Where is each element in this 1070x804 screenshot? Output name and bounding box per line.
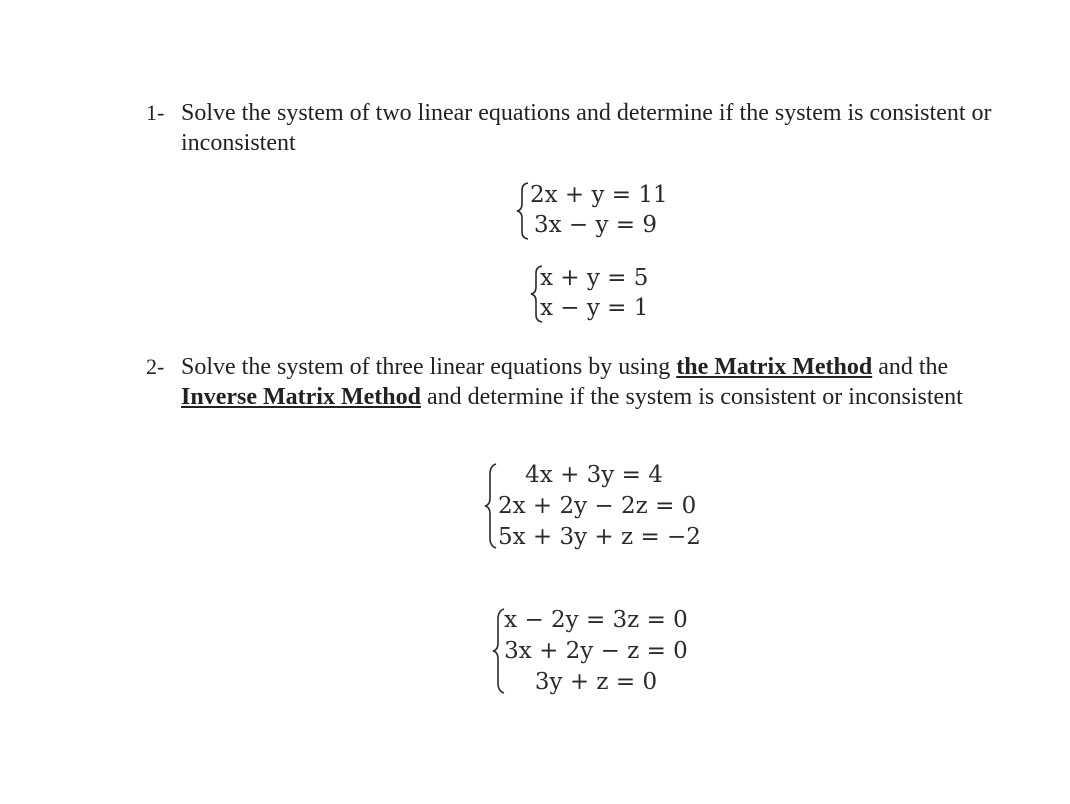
matrix-method-emphasis: the Matrix Method	[676, 354, 873, 380]
equation: 3x + 2y − z = 0	[504, 638, 688, 664]
problem-2-text-part: and the	[872, 354, 949, 380]
problem-2-text-part: Solve the system of three linear equations by using	[181, 354, 677, 380]
problem-2-text	[181, 352, 1026, 412]
equation: 5x + 3y + z = −2	[498, 524, 701, 550]
problem-2-text-part: and determine if the system is consistent or inconsistent	[420, 384, 963, 410]
left-brace-icon	[516, 180, 530, 242]
problem-2-number: 2-	[146, 354, 165, 379]
problem-2	[146, 352, 1026, 412]
equation: 3y + z = 0	[534, 669, 658, 695]
inverse-matrix-method-emphasis: Inverse Matrix Method	[181, 384, 421, 410]
system-1a	[516, 180, 676, 242]
equation: 4x + 3y = 4	[525, 462, 663, 488]
equation: 2x + y = 11	[530, 182, 668, 208]
system-2b	[492, 605, 702, 697]
system-2a	[484, 460, 704, 552]
problem-1-number: 1-	[146, 100, 165, 125]
problem-1-text: Solve the system of two linear equations and determine if the system is consistent or inconsistent	[181, 100, 992, 156]
equation: x + y = 5	[540, 265, 649, 291]
equation: x − 2y = 3z = 0	[504, 607, 688, 633]
equation: 3x − y = 9	[534, 212, 658, 238]
equation: x − y = 1	[540, 295, 649, 321]
equation: 2x + 2y − 2z = 0	[498, 493, 697, 519]
system-1b	[530, 263, 670, 325]
problem-1	[146, 98, 1026, 158]
left-brace-icon	[484, 460, 498, 552]
